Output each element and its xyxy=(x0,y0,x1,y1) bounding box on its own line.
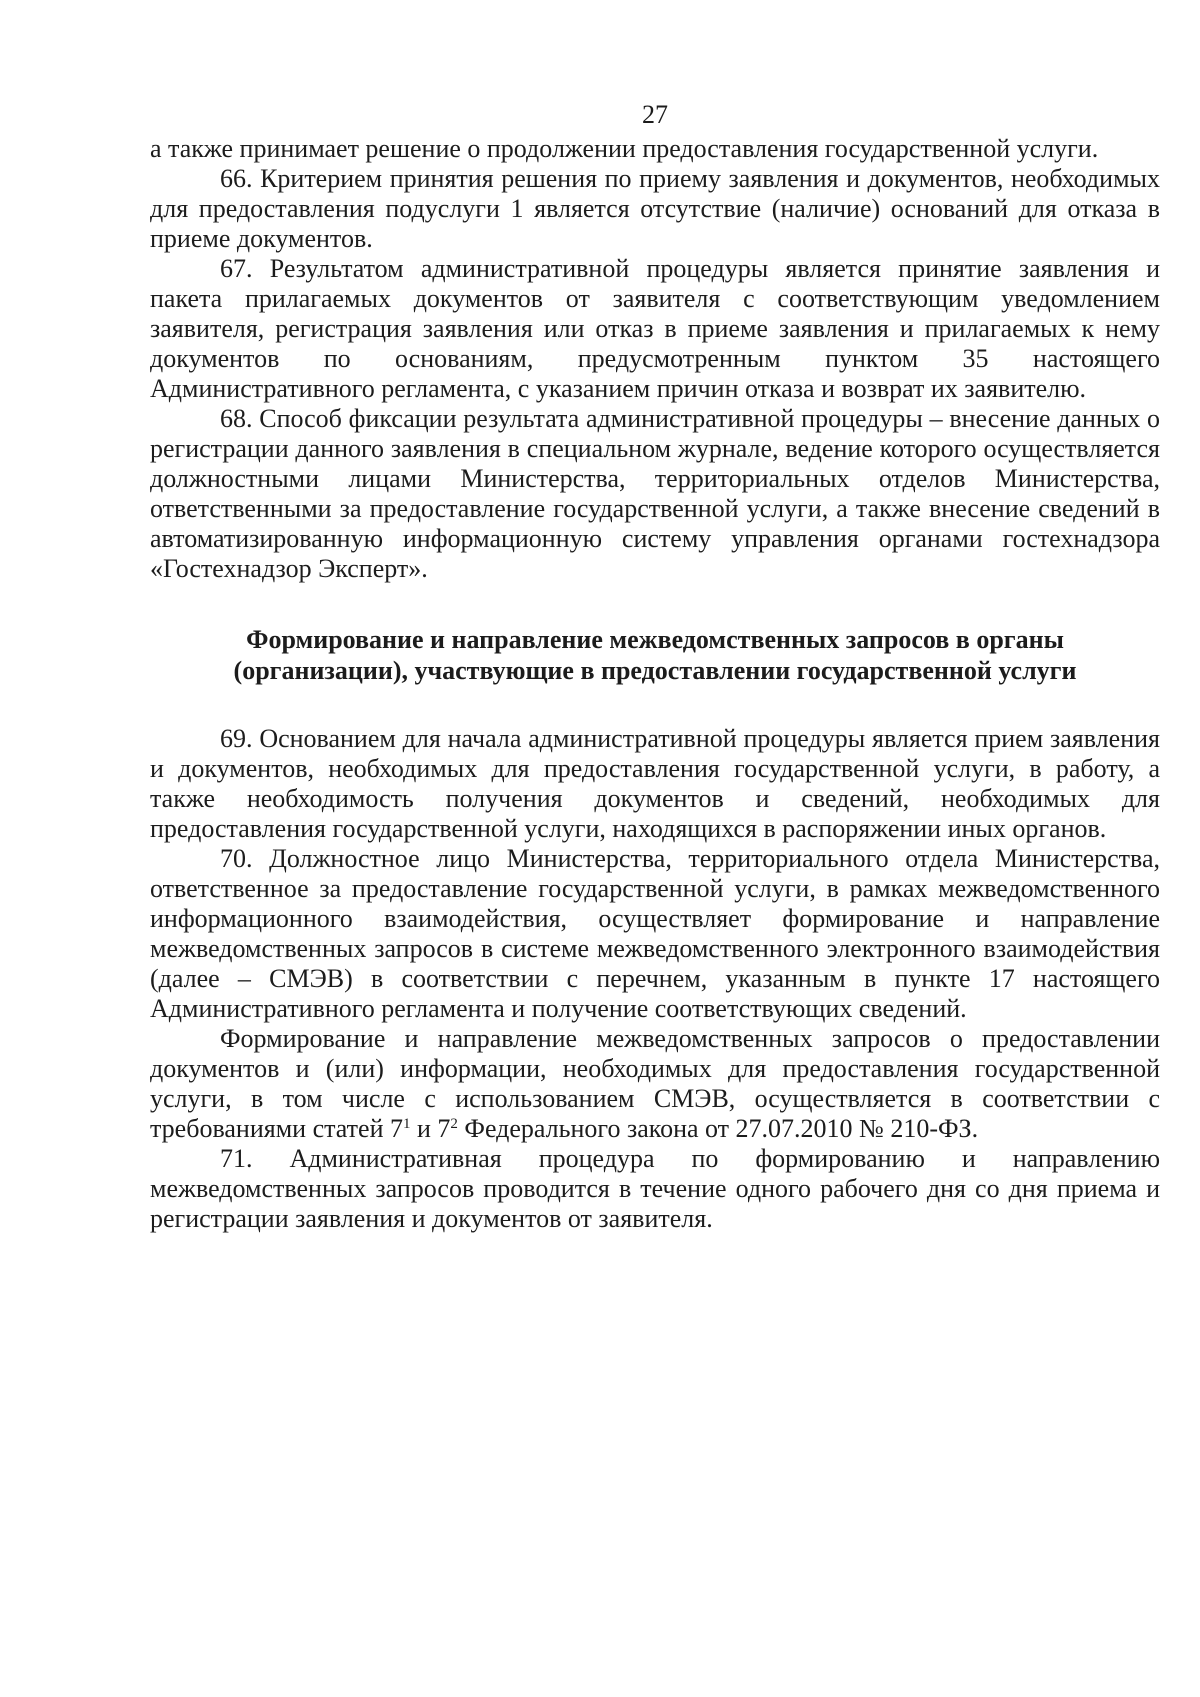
section-heading-line-1: Формирование и направление межведомственных запросов в органы xyxy=(246,625,1064,654)
superscript-2: 2 xyxy=(450,1116,458,1132)
paragraph-70: 70. Должностное лицо Министерства, территориального отдела Министерства, ответственное за предоставление государственной услуги, в рамках межведомственного информационного взаимодействия, осуществляет формирование и направление межведомственных запросов в системе межведомственного электронного взаимодействия (далее – СМЭВ) в соответствии с перечнем, указанным в пункте 17 настоящего Административного регламента и получение соответствующих сведений. xyxy=(150,844,1160,1023)
text-segment: Формирование и направление межведомственных запросов о предоставлении документов и (или) информации, необходимых для предоставления государственной услуги, в том числе с использованием СМЭВ, осуществляется в соответствии с требованиями статей 7 xyxy=(150,1024,1160,1143)
document-page xyxy=(150,100,1160,1234)
section-heading xyxy=(150,624,1160,686)
paragraph-68: 68. Способ фиксации результата административной процедуры – внесение данных о регистрации данного заявления в специальном журнале, ведение которого осуществляется должностными лицами Министерства, территориальных отделов Министерства, ответственными за предоставление государственной услуги, а также внесение сведений в автоматизированную информационную систему управления органами гостехнадзора «Гостехнадзор Эксперт». xyxy=(150,404,1160,583)
paragraph-67: 67. Результатом административной процедуры является принятие заявления и пакета прилагаемых документов от заявителя с соответствующим уведомлением заявителя, регистрация заявления или отказ в приеме заявления и прилагаемых к нему документов по основаниям, предусмотренным пунктом 35 настоящего Административного регламента, с указанием причин отказа и возврат их заявителю. xyxy=(150,254,1160,403)
page-number: 27 xyxy=(642,100,668,129)
section-heading-line-2: (организации), участвующие в предоставлении государственной услуги xyxy=(233,656,1077,685)
text-segment: Федерального закона от 27.07.2010 № 210-ФЗ. xyxy=(457,1114,979,1143)
paragraph-71: 71. Административная процедура по формированию и направлению межведомственных запросов проводится в течение одного рабочего дня со дня приема и регистрации заявления и документов от заявителя. xyxy=(150,1144,1160,1233)
superscript-1: 1 xyxy=(402,1116,411,1132)
text-segment: и 7 xyxy=(410,1114,451,1143)
paragraph-69: 69. Основанием для начала административной процедуры является прием заявления и документов, необходимых для предоставления государственной услуги, в работу, а также необходимость получения документов и сведений, необходимых для предоставления государственной услуги, находящихся в распоряжении иных органов. xyxy=(150,724,1160,843)
paragraph-66: 66. Критерием принятия решения по приему заявления и документов, необходимых для предоставления подуслуги 1 является отсутствие (наличие) оснований для отказа в приеме документов. xyxy=(150,164,1160,253)
paragraph-smev-requests xyxy=(150,1024,1160,1144)
paragraph-continuation: а также принимает решение о продолжении предоставления государственной услуги. xyxy=(150,134,1099,163)
